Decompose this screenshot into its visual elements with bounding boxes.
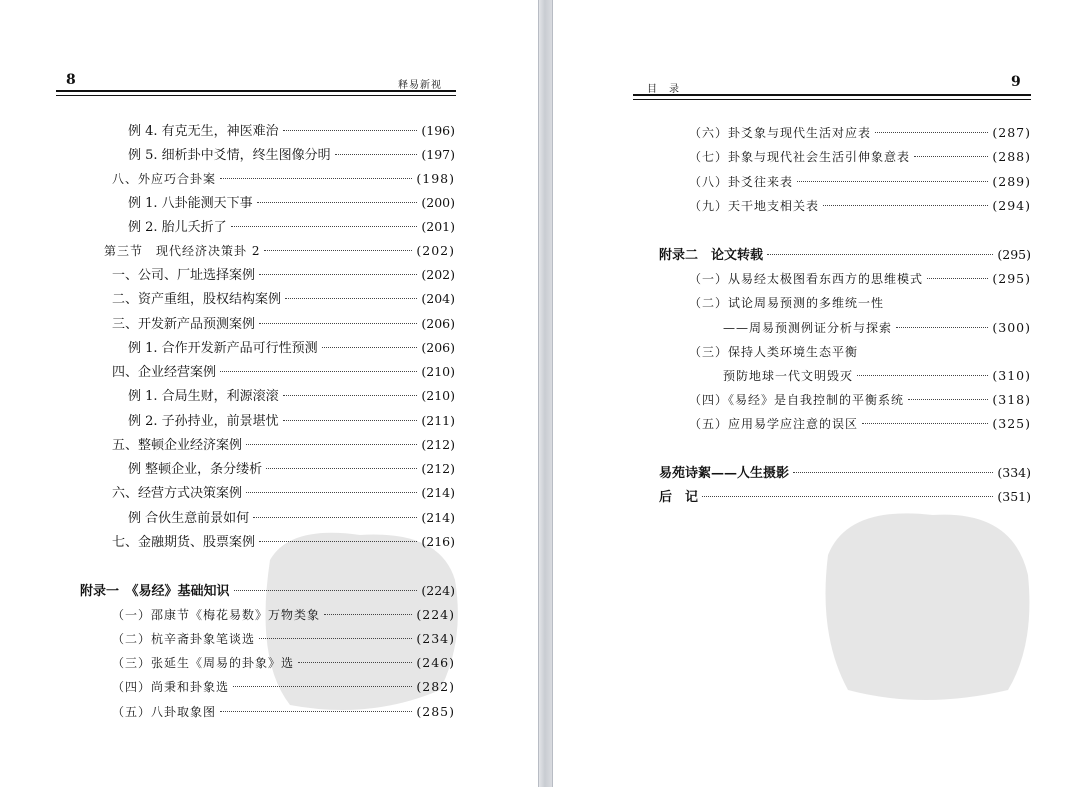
dot-leader — [914, 156, 988, 157]
toc-entry[interactable]: 例 整顿企业，条分缕析 (212) — [128, 461, 455, 477]
toc-entry[interactable]: 例 合伙生意前景如何 (214) — [128, 510, 455, 526]
toc-entry[interactable]: 例 2. 胎儿夭折了 (201) — [128, 219, 455, 235]
dot-leader — [283, 420, 418, 421]
header-rule-thin — [56, 95, 456, 96]
dot-leader — [220, 178, 412, 179]
toc-entry[interactable]: 八、外应巧合卦案 (198) — [112, 171, 455, 186]
dot-leader — [927, 278, 988, 279]
toc-entry[interactable]: 例 2. 子孙持业，前景堪忧 (211) — [128, 413, 455, 429]
dot-leader — [259, 323, 417, 324]
book-gutter — [538, 0, 553, 787]
toc-entry[interactable]: （七）卦象与现代社会生活引伸象意表 (288) — [689, 149, 1031, 164]
dot-leader — [231, 226, 418, 227]
toc-entry[interactable]: （四）尚秉和卦象选 (282) — [112, 679, 455, 694]
dot-leader — [335, 154, 418, 155]
toc-entry[interactable]: 三、开发新产品预测案例 (206) — [112, 316, 455, 332]
toc-entry[interactable]: 七、金融期货、股票案例 (216) — [112, 534, 455, 550]
dot-leader — [285, 298, 417, 299]
dot-leader — [767, 254, 993, 255]
seal-watermark — [813, 495, 1038, 710]
dot-leader — [283, 130, 418, 131]
dot-leader — [298, 662, 412, 663]
dot-leader — [324, 614, 412, 615]
page-number: 8 — [66, 72, 76, 88]
header-rule-thin — [633, 99, 1031, 100]
toc-entry[interactable]: 例 1. 合作开发新产品可行性预测 (206) — [128, 340, 455, 356]
dot-leader — [264, 250, 412, 251]
header-rule — [633, 94, 1031, 96]
dot-leader — [322, 347, 418, 348]
dot-leader — [259, 541, 417, 542]
toc-entry[interactable]: 二、资产重组，股权结构案例 (204) — [112, 291, 455, 307]
toc-entry[interactable]: 四、企业经营案例 (210) — [112, 364, 455, 380]
toc-entry[interactable]: （一）从易经太极图看东西方的思维模式 (295) — [689, 271, 1031, 286]
toc-entry[interactable]: （三）保持人类环境生态平衡 — [689, 345, 859, 359]
dot-leader — [234, 590, 418, 591]
toc-entry[interactable]: （二）杭辛斋卦象笔谈选 (234) — [112, 631, 455, 646]
toc-entry[interactable]: 预防地球一代文明毁灭 (310) — [723, 368, 1031, 383]
toc-entry[interactable]: （六）卦爻象与现代生活对应表 (287) — [689, 125, 1031, 140]
toc-entry[interactable]: （三）张延生《周易的卦象》选 (246) — [112, 655, 455, 670]
dot-leader — [246, 492, 417, 493]
toc-entry[interactable]: （一）邵康节《梅花易数》万物类象 (224) — [112, 607, 455, 622]
running-head: 目 录 — [647, 84, 680, 95]
toc-entry-poetry[interactable]: 易苑诗絮——人生摄影 (334) — [659, 465, 1031, 481]
toc-entry[interactable]: 六、经营方式决策案例 (214) — [112, 485, 455, 501]
header-rule — [56, 90, 456, 92]
toc-entry-afterword[interactable]: 后 记 (351) — [659, 489, 1031, 505]
toc-entry[interactable]: （五）应用易学应注意的误区 (325) — [689, 416, 1031, 431]
dot-leader — [896, 327, 988, 328]
toc-entry[interactable]: 一、公司、厂址选择案例 (202) — [112, 267, 455, 283]
dot-leader — [793, 472, 993, 473]
toc-entry[interactable]: 第三节 现代经济决策卦 2 (202) — [104, 243, 455, 258]
toc-entry[interactable]: （八）卦爻往来表 (289) — [689, 174, 1031, 189]
dot-leader — [862, 423, 988, 424]
dot-leader — [266, 468, 417, 469]
dot-leader — [797, 181, 988, 182]
toc-entry-appendix[interactable]: 附录一 《易经》基础知识 (224) — [80, 583, 455, 599]
toc-entry-appendix[interactable]: 附录二 论文转载 (295) — [659, 247, 1031, 263]
page-number: 9 — [1011, 74, 1021, 90]
toc-entry[interactable]: 例 5. 细析卦中爻情，终生图像分明 (197) — [128, 147, 455, 163]
dot-leader — [246, 444, 417, 445]
toc-entry[interactable]: （四）《易经》是自我控制的平衡系统 (318) — [689, 392, 1031, 407]
dot-leader — [253, 517, 417, 518]
dot-leader — [220, 371, 417, 372]
left-page — [0, 0, 538, 787]
right-page — [553, 0, 1087, 787]
toc-entry[interactable]: 五、整顿企业经济案例 (212) — [112, 437, 455, 453]
toc-entry[interactable]: （二）试论周易预测的多维统一性 — [689, 296, 885, 310]
dot-leader — [908, 399, 988, 400]
toc-entry[interactable]: （九）天干地支相关表 (294) — [689, 198, 1031, 213]
running-head: 释易新视 — [398, 80, 442, 91]
toc-entry[interactable]: （五）八卦取象图 (285) — [112, 704, 455, 719]
dot-leader — [257, 202, 418, 203]
dot-leader — [259, 638, 412, 639]
toc-entry[interactable]: 例 1. 合局生财，利源滚滚 (210) — [128, 388, 455, 404]
toc-entry[interactable]: 例 1. 八卦能测天下事 (200) — [128, 195, 455, 211]
dot-leader — [875, 132, 988, 133]
dot-leader — [259, 274, 417, 275]
dot-leader — [857, 375, 988, 376]
dot-leader — [220, 711, 412, 712]
dot-leader — [233, 686, 412, 687]
toc-entry[interactable]: 例 4. 有克无生，神医难治 (196) — [128, 123, 455, 139]
toc-entry[interactable]: ——周易预测例证分析与探索 (300) — [723, 320, 1031, 335]
dot-leader — [823, 205, 988, 206]
dot-leader — [702, 496, 993, 497]
dot-leader — [283, 395, 418, 396]
